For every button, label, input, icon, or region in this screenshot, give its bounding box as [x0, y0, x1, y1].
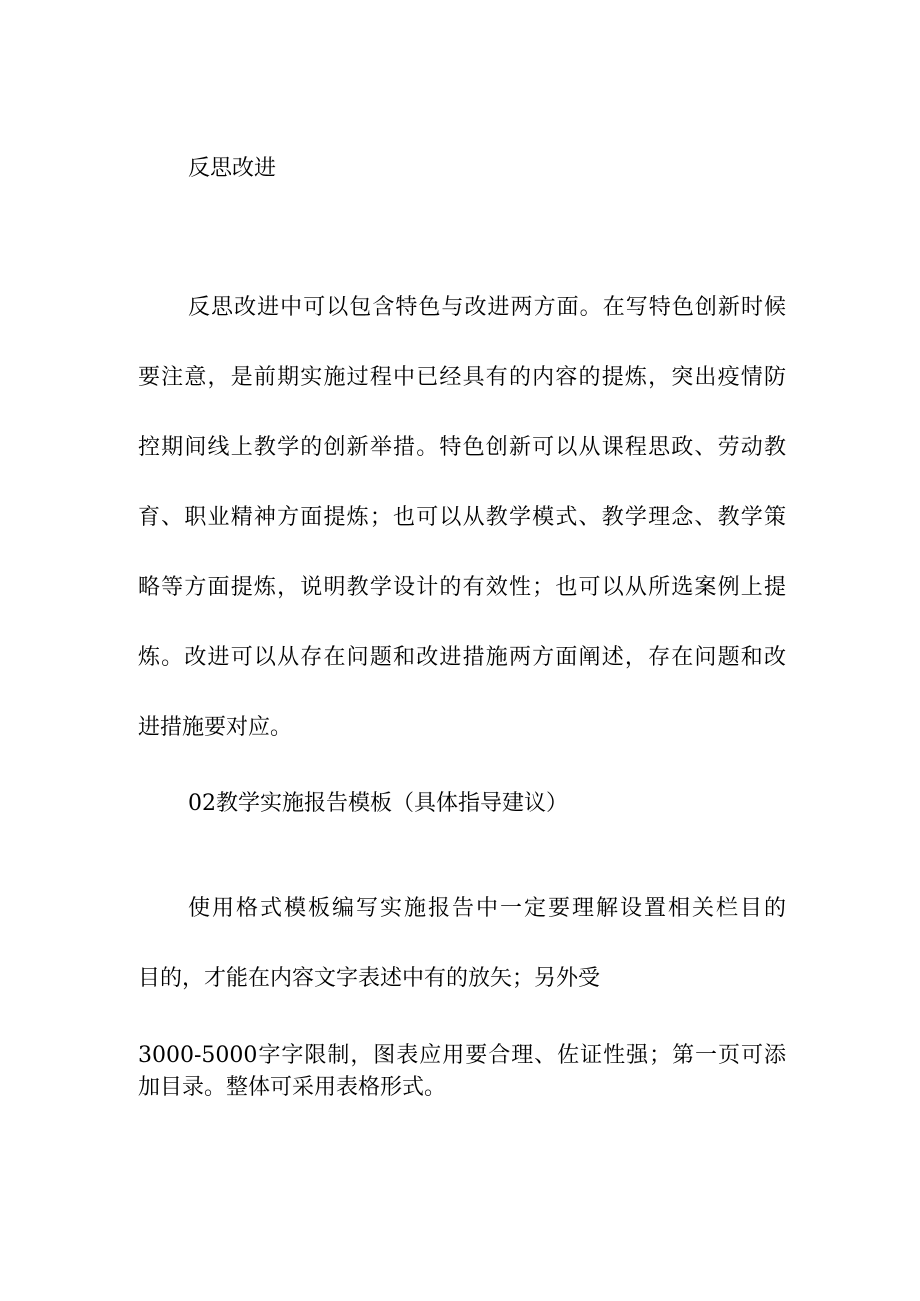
paragraph-line: 3000-5000字字限制，图表应用要合理、佐证性强；第一页可添: [138, 1043, 786, 1068]
paragraph-line: 反思改进中可以包含特色与改进两方面。在写特色创新时候: [188, 295, 786, 320]
paragraph-line: 控期间线上教学的创新举措。特色创新可以从课程思政、劳动教: [138, 435, 786, 460]
paragraph-line: 略等方面提炼，说明教学设计的有效性；也可以从所选案例上提: [138, 575, 786, 600]
paragraph-line: 加目录。整体可采用表格形式。: [138, 1075, 447, 1100]
paragraph-line: 育、职业精神方面提炼；也可以从教学模式、教学理念、教学策: [138, 505, 786, 530]
section-heading-template: 02教学实施报告模板（具体指导建议）: [188, 791, 568, 816]
section-heading-reflection: 反思改进: [188, 156, 277, 181]
paragraph-line: 目的，才能在内容文字表述中有的放矢；另外受: [138, 966, 601, 991]
paragraph-line: 要注意，是前期实施过程中已经具有的内容的提炼，突出疫情防: [138, 365, 786, 390]
paragraph-line: 炼。改进可以从存在问题和改进措施两方面阐述，存在问题和改: [138, 645, 786, 670]
paragraph-line: 进措施要对应。: [138, 715, 293, 740]
paragraph-line: 使用格式模板编写实施报告中一定要理解设置相关栏目的: [188, 896, 786, 921]
